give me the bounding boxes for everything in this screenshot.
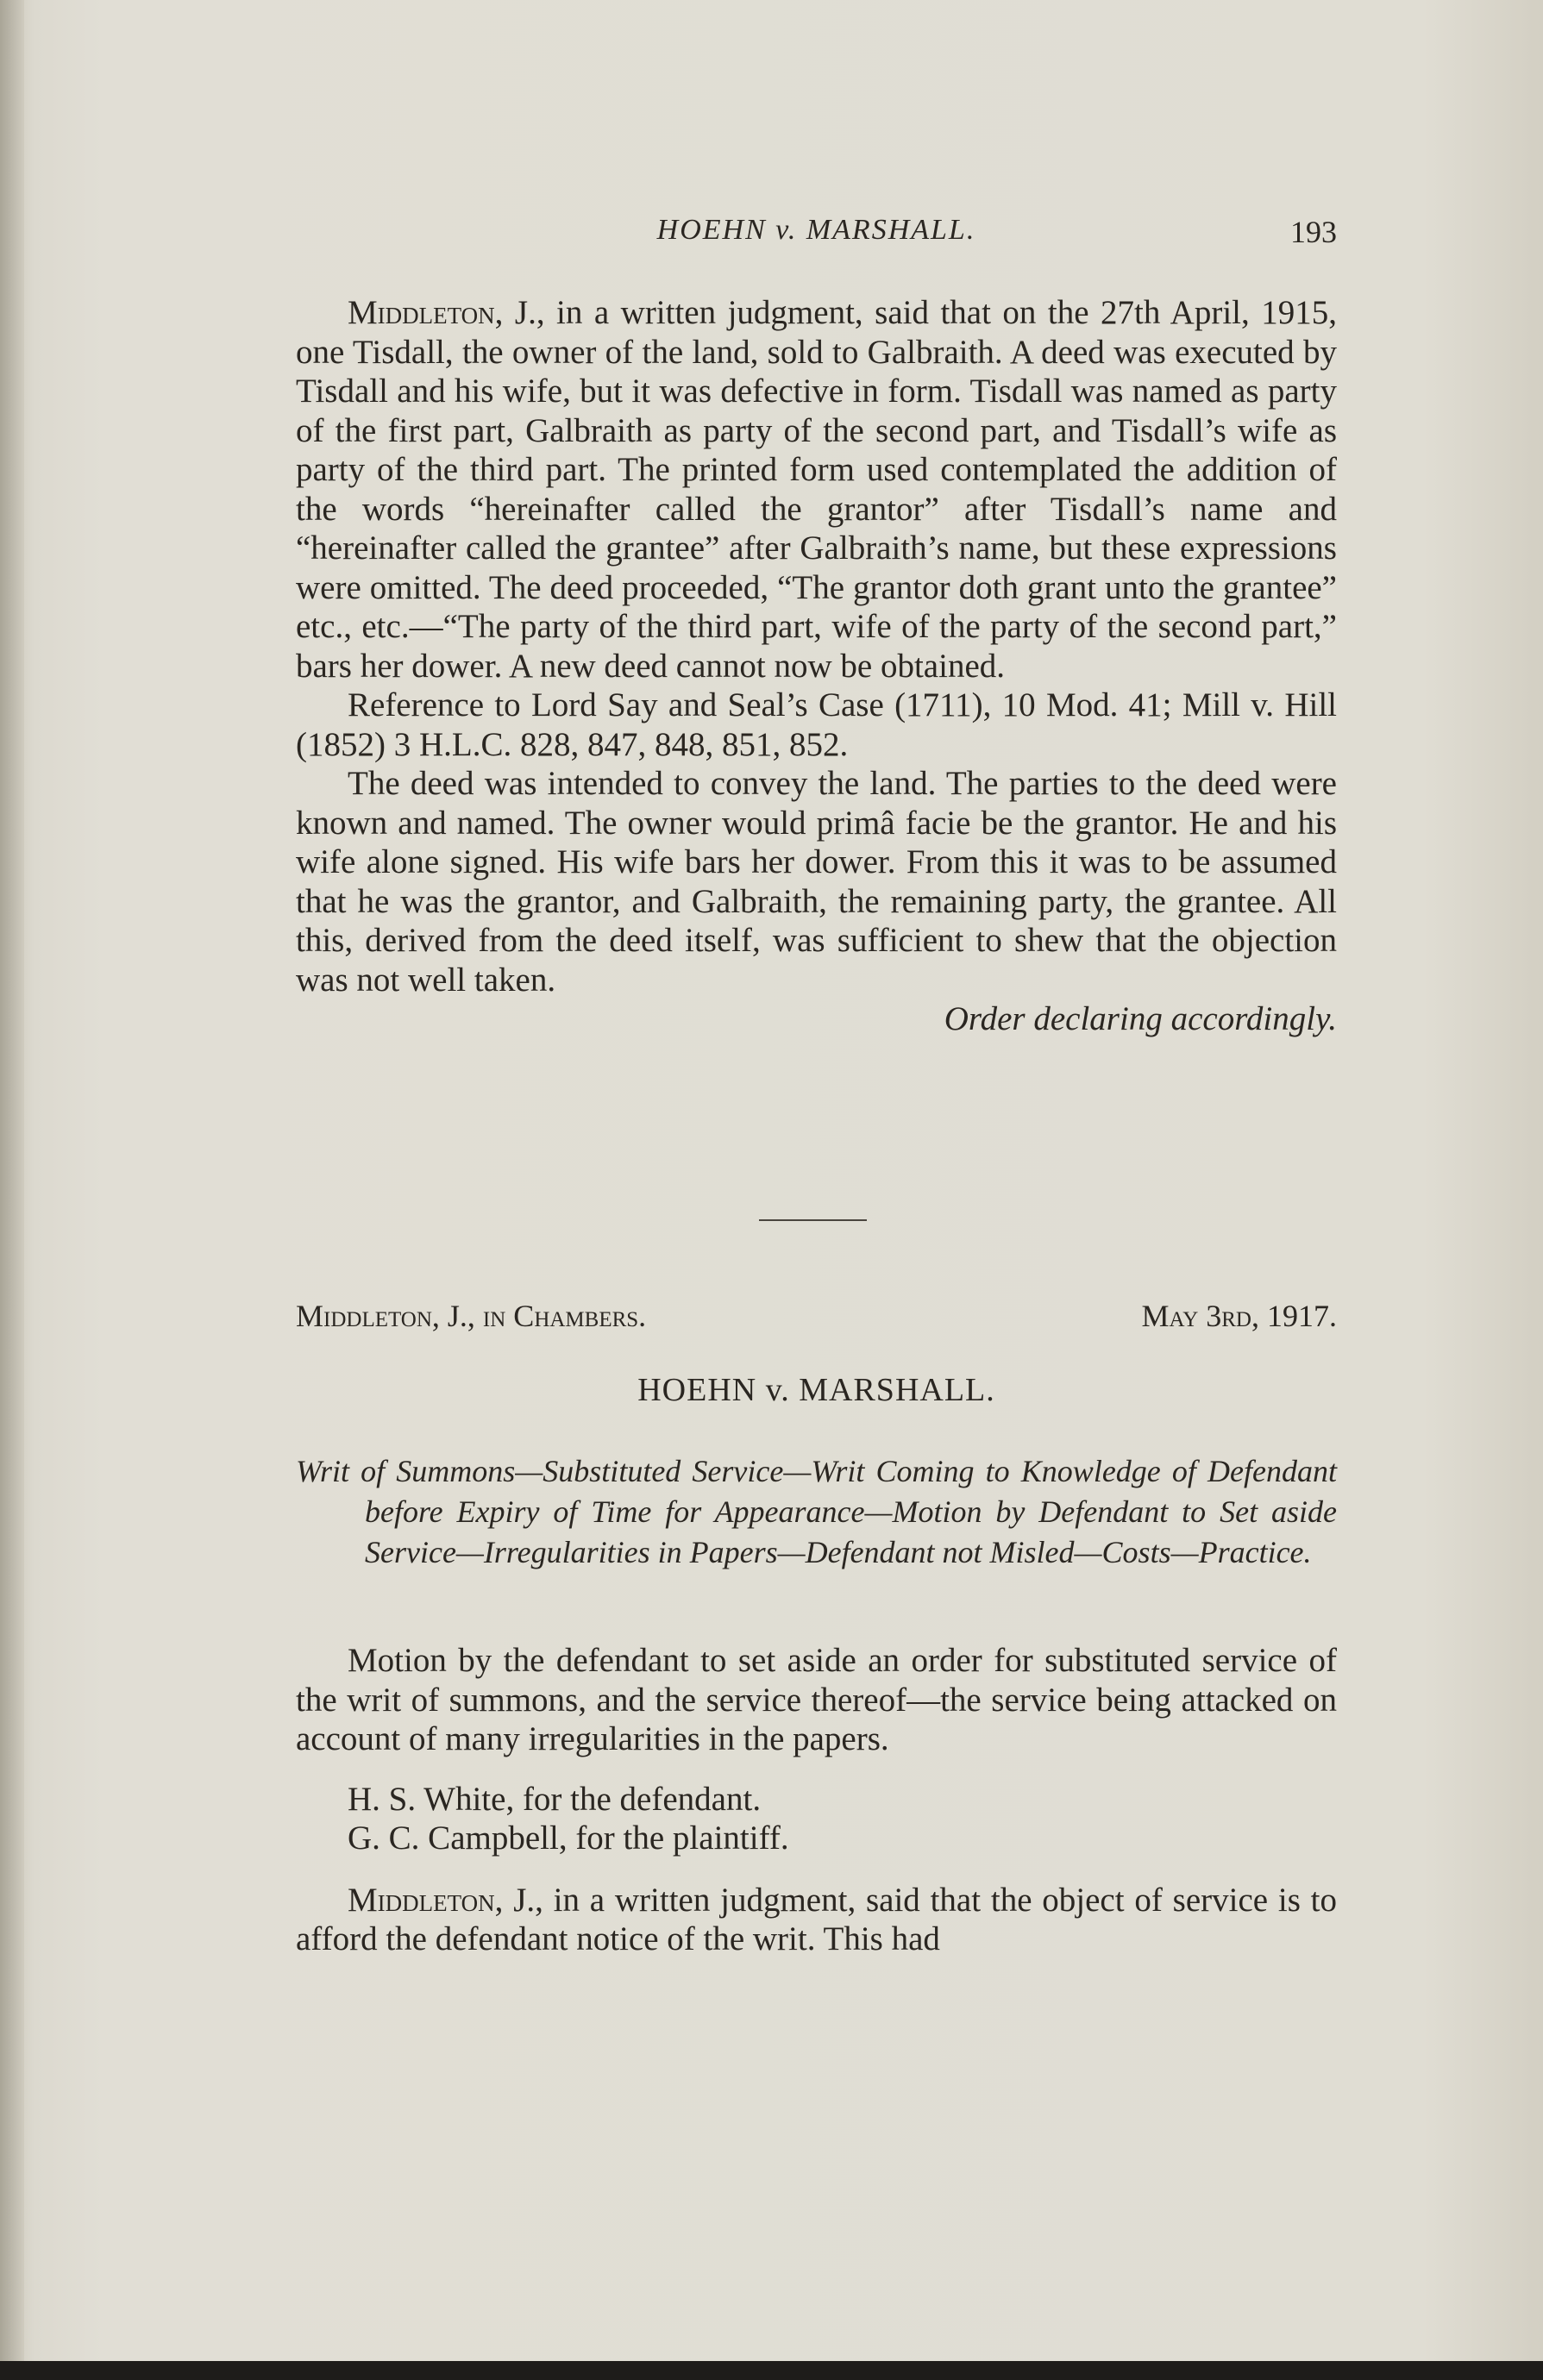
section-divider [759, 1219, 867, 1221]
case-title: HOEHN v. MARSHALL. [637, 1372, 995, 1408]
judgment-paragraph-2: Reference to Lord Say and Seal’s Case (1711), 10 Mod. 41; Mill v. Hill (1852) 3 H.L.C. 828, 847, 848, 851, 852. [296, 686, 1337, 763]
running-header [296, 214, 1337, 257]
second-case-body [296, 1641, 1337, 1959]
page-binding-edge [0, 0, 24, 2380]
scan-bottom-edge [0, 2361, 1543, 2380]
headnote: Writ of Summons—Substituted Service—Writ Coming to Knowledge of Defendant before Expiry of Time for Appearance—Motion by Defendant to Set aside Service—Irregularities in Papers—Defendant not Misled—Costs—Practice. [296, 1454, 1337, 1569]
court-name: Middleton, J., in Chambers. [296, 1299, 647, 1333]
order-line: Order declaring accordingly. [944, 1000, 1337, 1037]
case-date: May 3rd, 1917. [1141, 1299, 1337, 1333]
second-judgment-text: , J., in a written judgment, said that the object of service is to afford the defendant notice of the writ. This had [296, 1881, 1337, 1957]
first-judgment [296, 293, 1337, 1039]
counsel-plaintiff: G. C. Campbell, for the plaintiff. [348, 1819, 789, 1857]
running-title: HOEHN v. MARSHALL. [656, 214, 976, 246]
second-judgment-paragraph [296, 1881, 1337, 1959]
motion-paragraph: Motion by the defendant to set aside an order for substituted service of the writ of summons, and the service thereof—the service being attacked on account of many irregularities in the papers. [296, 1642, 1337, 1757]
judge-name: Middleton [348, 294, 495, 331]
judgment-paragraph-3: The deed was intended to convey the land. The parties to the deed were known and named. The owner would primâ facie be the grantor. He and his wife alone signed. His wife bars her dower. From this it was to be assumed that he was the grantor, and Galbraith, the remaining party, the grantee. All this, derived from the deed itself, was sufficient to shew that the objection was not well taken. [296, 765, 1337, 999]
second-judge-name: Middleton [348, 1881, 495, 1919]
page-number: 193 [1290, 215, 1337, 249]
judgment-paragraph-1 [296, 293, 1337, 686]
court-line [296, 1298, 1337, 1337]
judgment-paragraph-1-text: , J., in a written judgment, said that on the 27th April, 1915, one Tisdall, the owner of the land, sold to Galbraith. A deed was executed by Tisdall and his wife, but it was defective in form. Tisdall was named as party of the first part, Galbraith as party of the second part, and Tisdall’s wife as party of the third part. The printed form used contemplated the addition of the words “hereinafter called the grantor” after Tisdall’s name and “hereinafter called the grantee” after Galbraith’s name, but these expressions were omitted. The deed proceeded, “The grantor doth grant unto the grantee” etc., etc.—“The party of the third part, wife of the party of the second part,” bars her dower. A new deed cannot now be obtained. [296, 294, 1337, 685]
counsel-defendant: H. S. White, for the defendant. [348, 1780, 762, 1818]
